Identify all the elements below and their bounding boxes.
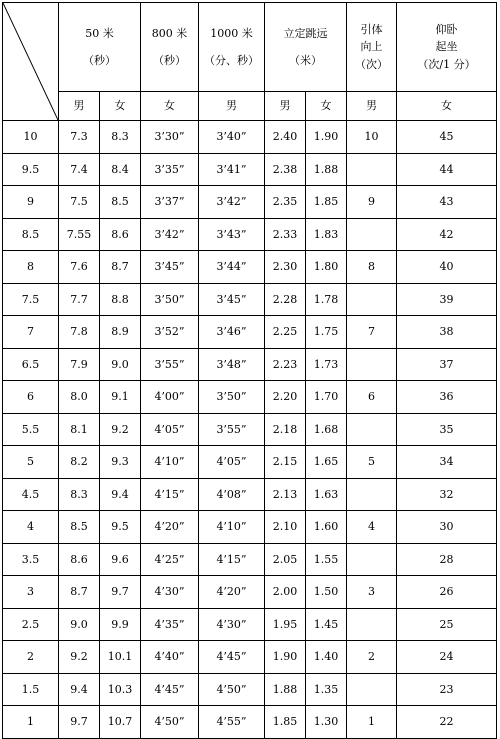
cell-run1000-male: 4’05” <box>199 446 265 479</box>
cell-situp-female: 39 <box>397 283 497 316</box>
score-table-body <box>3 121 497 739</box>
cell-run50-male: 8.0 <box>59 381 100 414</box>
cell-run800-female: 4’30” <box>141 576 199 609</box>
cell-run800-female: 4’05” <box>141 413 199 446</box>
cell-situp-female: 42 <box>397 218 497 251</box>
cell-jump-female: 1.30 <box>306 706 347 739</box>
cell-jump-male: 2.25 <box>265 316 306 349</box>
cell-jump-female: 1.40 <box>306 641 347 674</box>
cell-run800-female: 4’00” <box>141 381 199 414</box>
cell-run1000-male: 3’55” <box>199 413 265 446</box>
table-row <box>3 251 497 284</box>
cell-run50-male: 7.55 <box>59 218 100 251</box>
cell-run50-male: 7.8 <box>59 316 100 349</box>
cell-run50-female: 9.4 <box>100 478 141 511</box>
cell-jump-female: 1.60 <box>306 511 347 544</box>
table-row <box>3 478 497 511</box>
cell-situp-female: 22 <box>397 706 497 739</box>
header-run800 <box>141 3 199 92</box>
cell-run50-male: 9.7 <box>59 706 100 739</box>
cell-run800-female: 4’10” <box>141 446 199 479</box>
cell-run50-female: 9.5 <box>100 511 141 544</box>
cell-situp-female: 35 <box>397 413 497 446</box>
table-row <box>3 153 497 186</box>
cell-score: 7.5 <box>3 283 59 316</box>
cell-score: 8.5 <box>3 218 59 251</box>
cell-pullup-male: 2 <box>347 641 397 674</box>
cell-jump-female: 1.73 <box>306 348 347 381</box>
cell-run50-male: 8.5 <box>59 511 100 544</box>
cell-score: 3 <box>3 576 59 609</box>
cell-jump-female: 1.83 <box>306 218 347 251</box>
cell-run800-female: 3’30” <box>141 121 199 154</box>
cell-score: 2 <box>3 641 59 674</box>
cell-jump-male: 1.88 <box>265 673 306 706</box>
cell-run1000-male: 4’50” <box>199 673 265 706</box>
cell-situp-female: 32 <box>397 478 497 511</box>
cell-score: 6.5 <box>3 348 59 381</box>
cell-jump-female: 1.78 <box>306 283 347 316</box>
cell-jump-male: 2.15 <box>265 446 306 479</box>
cell-jump-female: 1.88 <box>306 153 347 186</box>
cell-score: 1.5 <box>3 673 59 706</box>
cell-pullup-male <box>347 413 397 446</box>
cell-run50-male: 7.7 <box>59 283 100 316</box>
cell-run50-male: 8.3 <box>59 478 100 511</box>
cell-jump-male: 2.05 <box>265 543 306 576</box>
cell-run1000-male: 3’45” <box>199 283 265 316</box>
cell-situp-female: 45 <box>397 121 497 154</box>
cell-run800-female: 3’42” <box>141 218 199 251</box>
cell-situp-female: 36 <box>397 381 497 414</box>
cell-run50-male: 7.5 <box>59 186 100 219</box>
subheader-jump-female: 女 <box>306 92 347 121</box>
header-pullup-line-1: 引体 <box>360 23 383 37</box>
cell-pullup-male: 7 <box>347 316 397 349</box>
subheader-run50-male: 男 <box>59 92 100 121</box>
cell-situp-female: 37 <box>397 348 497 381</box>
cell-jump-male: 2.13 <box>265 478 306 511</box>
cell-run50-male: 8.7 <box>59 576 100 609</box>
cell-score: 1 <box>3 706 59 739</box>
cell-jump-male: 2.10 <box>265 511 306 544</box>
table-row <box>3 413 497 446</box>
header-row <box>3 3 497 92</box>
table-row <box>3 218 497 251</box>
cell-jump-male: 2.18 <box>265 413 306 446</box>
subheader-pullup: 男 <box>347 92 397 121</box>
table-row <box>3 673 497 706</box>
table-row <box>3 316 497 349</box>
cell-jump-female: 1.80 <box>306 251 347 284</box>
cell-pullup-male: 9 <box>347 186 397 219</box>
cell-jump-male: 2.00 <box>265 576 306 609</box>
cell-run1000-male: 4’30” <box>199 608 265 641</box>
cell-situp-female: 44 <box>397 153 497 186</box>
cell-run50-male: 9.0 <box>59 608 100 641</box>
table-row <box>3 283 497 316</box>
cell-jump-male: 1.85 <box>265 706 306 739</box>
cell-score: 9 <box>3 186 59 219</box>
cell-jump-male: 2.38 <box>265 153 306 186</box>
cell-situp-female: 23 <box>397 673 497 706</box>
table-row <box>3 121 497 154</box>
header-run1000-label: 1000 米 <box>210 26 253 40</box>
cell-score: 10 <box>3 121 59 154</box>
cell-pullup-male: 4 <box>347 511 397 544</box>
cell-run800-female: 3’35” <box>141 153 199 186</box>
table-row <box>3 543 497 576</box>
header-run50 <box>59 3 141 92</box>
header-situp-line-2: 起坐 <box>435 40 458 54</box>
cell-pullup-male <box>347 608 397 641</box>
cell-run50-female: 10.3 <box>100 673 141 706</box>
cell-score: 7 <box>3 316 59 349</box>
cell-jump-male: 2.35 <box>265 186 306 219</box>
cell-run50-female: 8.3 <box>100 121 141 154</box>
cell-run1000-male: 3’46” <box>199 316 265 349</box>
cell-run50-male: 7.3 <box>59 121 100 154</box>
cell-run50-female: 8.7 <box>100 251 141 284</box>
cell-jump-female: 1.63 <box>306 478 347 511</box>
cell-jump-female: 1.50 <box>306 576 347 609</box>
cell-situp-female: 25 <box>397 608 497 641</box>
cell-run800-female: 3’37” <box>141 186 199 219</box>
header-run800-unit: （秒） <box>153 54 186 67</box>
cell-jump-female: 1.70 <box>306 381 347 414</box>
cell-run800-female: 3’55” <box>141 348 199 381</box>
table-row <box>3 186 497 219</box>
cell-run50-male: 9.2 <box>59 641 100 674</box>
cell-run50-female: 10.7 <box>100 706 141 739</box>
cell-pullup-male: 3 <box>347 576 397 609</box>
cell-run50-male: 7.4 <box>59 153 100 186</box>
header-long-jump <box>265 3 347 92</box>
cell-score: 6 <box>3 381 59 414</box>
cell-run50-male: 7.9 <box>59 348 100 381</box>
cell-run1000-male: 4’20” <box>199 576 265 609</box>
cell-run50-female: 9.9 <box>100 608 141 641</box>
cell-jump-male: 2.33 <box>265 218 306 251</box>
subheader-run50-female: 女 <box>100 92 141 121</box>
header-run800-label: 800 米 <box>151 26 188 40</box>
corner-diagonal-cell <box>3 3 59 121</box>
cell-run1000-male: 4’08” <box>199 478 265 511</box>
cell-situp-female: 28 <box>397 543 497 576</box>
cell-jump-male: 2.28 <box>265 283 306 316</box>
table-row <box>3 576 497 609</box>
cell-run1000-male: 3’50” <box>199 381 265 414</box>
subheader-run1000: 男 <box>199 92 265 121</box>
cell-score: 9.5 <box>3 153 59 186</box>
score-table <box>2 2 497 739</box>
cell-run50-male: 7.6 <box>59 251 100 284</box>
table-row <box>3 511 497 544</box>
cell-jump-male: 1.90 <box>265 641 306 674</box>
cell-jump-female: 1.55 <box>306 543 347 576</box>
cell-run800-female: 4’15” <box>141 478 199 511</box>
cell-run1000-male: 3’42” <box>199 186 265 219</box>
cell-run50-female: 8.4 <box>100 153 141 186</box>
cell-run50-female: 9.6 <box>100 543 141 576</box>
cell-run800-female: 4’35” <box>141 608 199 641</box>
cell-pullup-male <box>347 543 397 576</box>
cell-run1000-male: 3’44” <box>199 251 265 284</box>
cell-jump-female: 1.90 <box>306 121 347 154</box>
cell-score: 8 <box>3 251 59 284</box>
cell-jump-female: 1.65 <box>306 446 347 479</box>
cell-run50-female: 8.9 <box>100 316 141 349</box>
cell-score: 2.5 <box>3 608 59 641</box>
cell-run50-male: 8.6 <box>59 543 100 576</box>
header-situp-line-3: （次/1 分） <box>417 57 476 71</box>
cell-pullup-male <box>347 673 397 706</box>
header-run50-unit: （秒） <box>83 54 116 67</box>
table-row <box>3 641 497 674</box>
cell-jump-male: 2.23 <box>265 348 306 381</box>
cell-pullup-male: 6 <box>347 381 397 414</box>
diagonal-line <box>3 3 58 120</box>
cell-score: 4 <box>3 511 59 544</box>
cell-run1000-male: 4’10” <box>199 511 265 544</box>
header-pullup-line-2: 向上 <box>360 40 383 54</box>
cell-situp-female: 24 <box>397 641 497 674</box>
cell-jump-female: 1.45 <box>306 608 347 641</box>
cell-run800-female: 4’40” <box>141 641 199 674</box>
cell-run50-female: 8.6 <box>100 218 141 251</box>
cell-run800-female: 4’45” <box>141 673 199 706</box>
cell-jump-female: 1.35 <box>306 673 347 706</box>
cell-score: 4.5 <box>3 478 59 511</box>
cell-run50-male: 8.1 <box>59 413 100 446</box>
cell-run800-female: 4’25” <box>141 543 199 576</box>
table-row <box>3 608 497 641</box>
cell-run800-female: 3’52” <box>141 316 199 349</box>
cell-pullup-male: 5 <box>347 446 397 479</box>
cell-run50-female: 10.1 <box>100 641 141 674</box>
cell-run1000-male: 3’43” <box>199 218 265 251</box>
cell-run1000-male: 4’45” <box>199 641 265 674</box>
table-row <box>3 446 497 479</box>
cell-jump-male: 2.20 <box>265 381 306 414</box>
cell-pullup-male <box>347 348 397 381</box>
header-long-jump-label: 立定跳远 <box>283 26 328 40</box>
cell-run800-female: 4’50” <box>141 706 199 739</box>
header-situp-line-1: 仰卧 <box>435 23 458 37</box>
cell-situp-female: 26 <box>397 576 497 609</box>
cell-run50-male: 9.4 <box>59 673 100 706</box>
cell-run50-male: 8.2 <box>59 446 100 479</box>
cell-jump-male: 2.30 <box>265 251 306 284</box>
header-situp <box>397 3 497 92</box>
header-run1000 <box>199 3 265 92</box>
header-run1000-unit: （分、秒） <box>204 54 259 67</box>
cell-score: 5.5 <box>3 413 59 446</box>
header-pullup <box>347 3 397 92</box>
cell-run1000-male: 3’40” <box>199 121 265 154</box>
table-row <box>3 348 497 381</box>
cell-run50-female: 8.5 <box>100 186 141 219</box>
cell-situp-female: 30 <box>397 511 497 544</box>
table-row <box>3 381 497 414</box>
subheader-row <box>3 92 497 121</box>
cell-jump-male: 1.95 <box>265 608 306 641</box>
cell-run50-female: 9.0 <box>100 348 141 381</box>
header-long-jump-unit: （米） <box>289 54 322 67</box>
subheader-run800: 女 <box>141 92 199 121</box>
cell-pullup-male <box>347 478 397 511</box>
cell-pullup-male <box>347 283 397 316</box>
cell-pullup-male: 1 <box>347 706 397 739</box>
cell-run50-female: 9.3 <box>100 446 141 479</box>
cell-situp-female: 38 <box>397 316 497 349</box>
cell-pullup-male <box>347 153 397 186</box>
cell-run50-female: 8.8 <box>100 283 141 316</box>
cell-situp-female: 43 <box>397 186 497 219</box>
cell-pullup-male: 8 <box>347 251 397 284</box>
cell-run50-female: 9.2 <box>100 413 141 446</box>
cell-run800-female: 3’45” <box>141 251 199 284</box>
cell-pullup-male <box>347 218 397 251</box>
cell-jump-female: 1.85 <box>306 186 347 219</box>
header-run50-label: 50 米 <box>85 26 114 40</box>
cell-score: 3.5 <box>3 543 59 576</box>
cell-run50-female: 9.1 <box>100 381 141 414</box>
cell-run1000-male: 4’15” <box>199 543 265 576</box>
subheader-jump-male: 男 <box>265 92 306 121</box>
cell-jump-female: 1.75 <box>306 316 347 349</box>
cell-jump-female: 1.68 <box>306 413 347 446</box>
cell-run800-female: 3’50” <box>141 283 199 316</box>
cell-situp-female: 34 <box>397 446 497 479</box>
table-row <box>3 706 497 739</box>
cell-run1000-male: 4’55” <box>199 706 265 739</box>
cell-run50-female: 9.7 <box>100 576 141 609</box>
cell-run1000-male: 3’41” <box>199 153 265 186</box>
subheader-situp: 女 <box>397 92 497 121</box>
cell-run1000-male: 3’48” <box>199 348 265 381</box>
cell-jump-male: 2.40 <box>265 121 306 154</box>
cell-pullup-male: 10 <box>347 121 397 154</box>
cell-run800-female: 4’20” <box>141 511 199 544</box>
cell-situp-female: 40 <box>397 251 497 284</box>
header-pullup-line-3: （次） <box>355 57 388 71</box>
cell-score: 5 <box>3 446 59 479</box>
